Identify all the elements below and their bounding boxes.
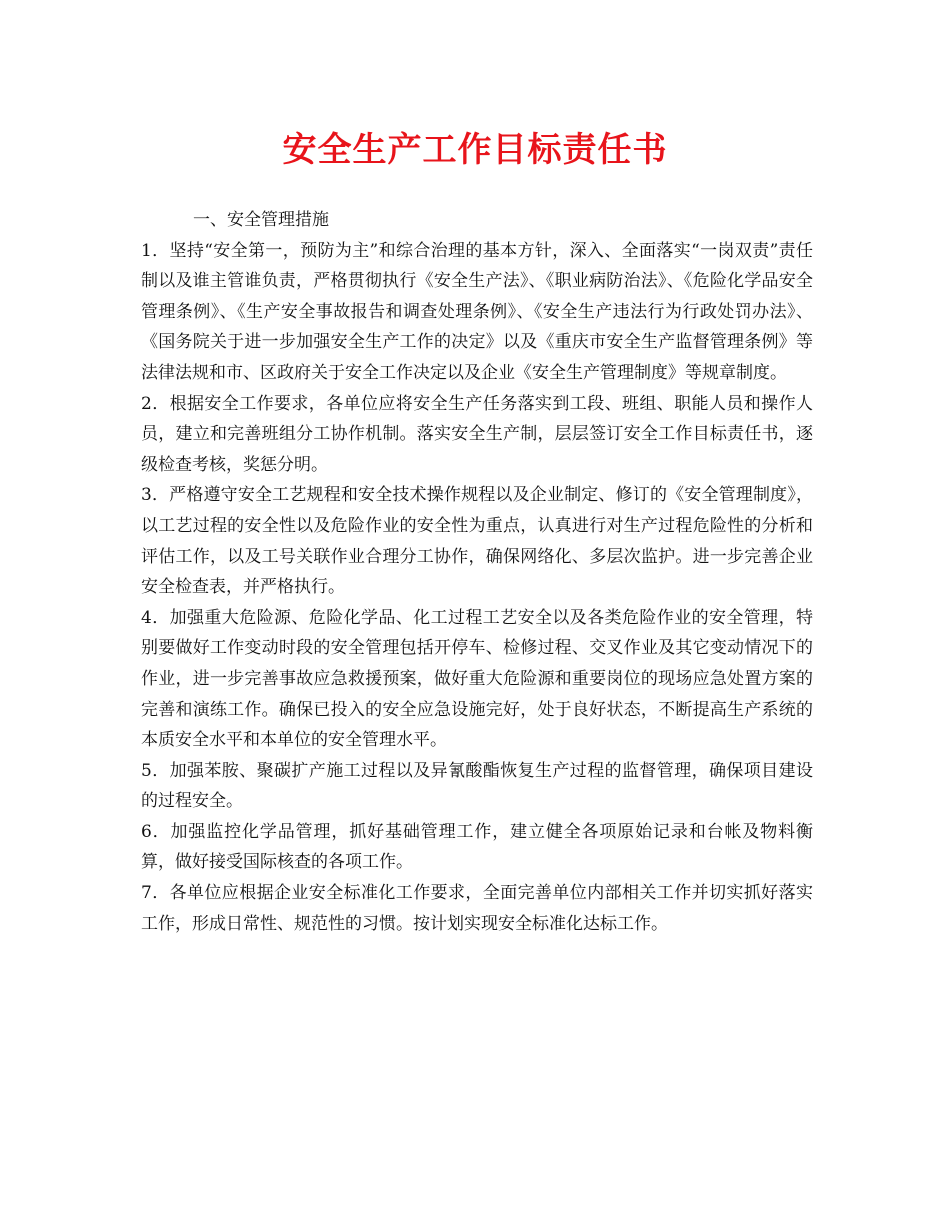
- measure-item-2: 2．根据安全工作要求，各单位应将安全生产任务落实到工段、班组、职能人员和操作人员，建立和完善班组分工协作机制。落实安全生产制，层层签订安全工作目标责任书，逐级检查考核，奖惩分明。: [141, 393, 813, 475]
- document-title: 安全生产工作目标责任书: [282, 130, 668, 170]
- measure-item-7: 7．各单位应根据企业安全标准化工作要求，全面完善单位内部相关工作并切实抓好落实工作，形成日常性、规范性的习惯。按计划实现安全标准化达标工作。: [141, 883, 813, 934]
- measure-item-3: 3．严格遵守安全工艺规程和安全技术操作规程以及企业制定、修订的《安全管理制度》，以工艺过程的安全性以及危险作业的安全性为重点，认真进行对生产过程危险性的分析和评估工作，以及工号关联作业合理分工协作，确保网络化、多层次监护。进一步完善企业安全检查表，并严格执行。: [141, 485, 813, 598]
- measure-item-4: 4．加强重大危险源、危险化学品、化工过程工艺安全以及各类危险作业的安全管理，特别要做好工作变动时段的安全管理包括开停车、检修过程、交叉作业及其它变动情况下的作业，进一步完善事故应急救援预案，做好重大危险源和重要岗位的现场应急处置方案的完善和演练工作。确保已投入的安全应急设施完好，处于良好状态，不断提高生产系统的本质安全水平和本单位的安全管理水平。: [141, 607, 813, 751]
- document-body: [141, 205, 813, 939]
- measure-item-1: 1．坚持“安全第一，预防为主”和综合治理的基本方针，深入、全面落实“一岗双责”责任制以及谁主管谁负责，严格贯彻执行《安全生产法》、《职业病防治法》、《危险化学品安全管理条例》、《生产安全事故报告和调查处理条例》、《安全生产违法行为行政处罚办法》、《国务院关于进一步加强安全生产工作的决定》以及《重庆市安全生产监督管理条例》等法律法规和市、区政府关于安全工作决定以及企业《安全生产管理制度》等规章制度。: [141, 240, 813, 383]
- measure-item-5: 5．加强苯胺、聚碳扩产施工过程以及异氰酸酯恢复生产过程的监督管理，确保项目建设的过程安全。: [141, 760, 813, 812]
- section-heading: 一、安全管理措施: [193, 210, 329, 230]
- measure-item-6: 6．加强监控化学品管理，抓好基础管理工作，建立健全各项原始记录和台帐及物料衡算，做好接受国际核查的各项工作。: [141, 821, 813, 873]
